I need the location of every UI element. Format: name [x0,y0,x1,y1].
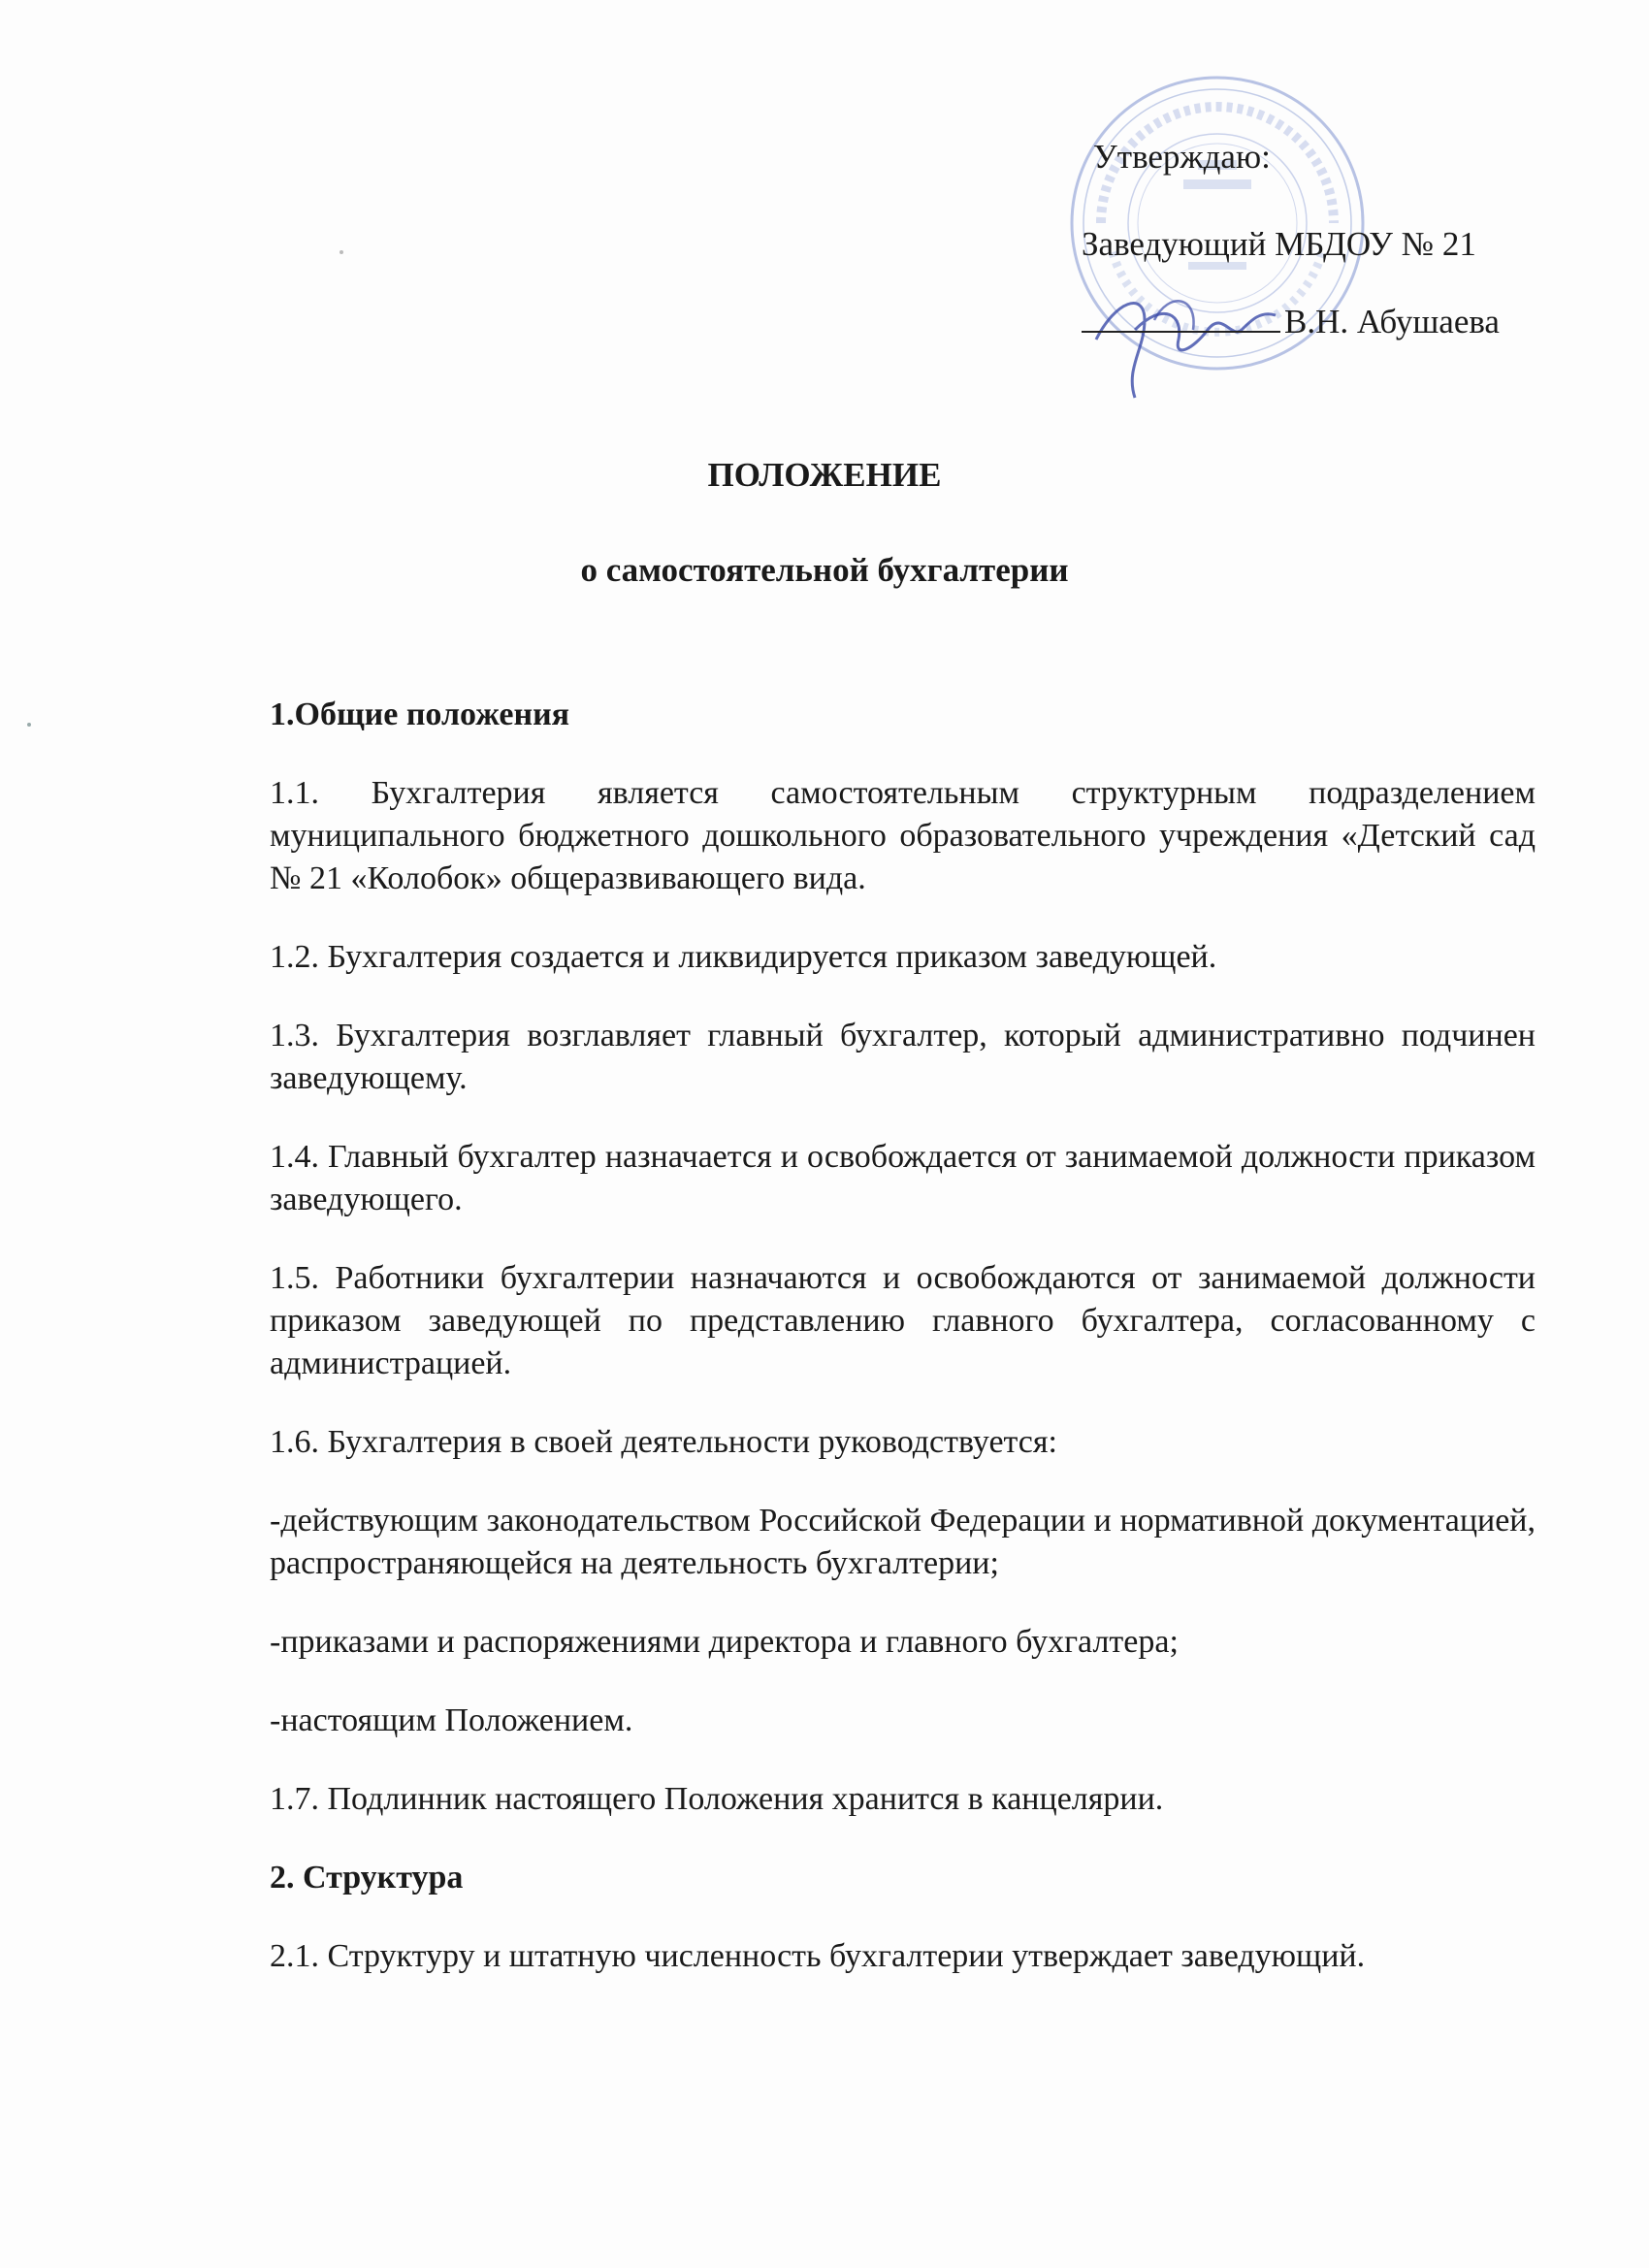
paragraph-1-6-b: -приказами и распоряжениями директора и главного бухгалтера; [270,1624,1179,1660]
paragraph-1-1: 1.1. Бухгалтерия является самостоятельным структурным подразделением муниципального бюджетного дошкольного образовательного учреждения «Детский сад № 21 «Колобок» общеразвивающего вида. [270,775,1536,896]
scan-speck [27,723,31,727]
paragraph-1-2: 1.2. Бухгалтерия создается и ликвидируется приказом заведующей. [270,939,1217,975]
paragraph-1-7: 1.7. Подлинник настоящего Положения хранится в канцелярии. [270,1781,1164,1817]
approver-name: В.Н. Абушаева [1284,303,1500,340]
document-subtitle: о самостоятельной бухгалтерии [580,551,1069,589]
paragraph-1-6-c: -настоящим Положением. [270,1702,633,1738]
paragraph-2-1: 2.1. Структуру и штатную численность бухгалтерии утверждает заведующий. [270,1938,1366,1974]
document-body [270,694,1536,2014]
approver-signature-line [1082,301,1500,343]
paragraph-1-3: 1.3. Бухгалтерия возглавляет главный бухгалтер, который административно подчинен заведующему. [270,1018,1536,1096]
signature-underline [1082,302,1280,333]
paragraph-1-5: 1.5. Работники бухгалтерии назначаются и освобождаются от занимаемой должности приказом заведующей по представлению главного бухгалтера, согласованному с администрацией. [270,1260,1536,1381]
paragraph-1-6-a: -действующим законодательством Российской Федерации и нормативной документацией, распространяющейся на деятельность бухгалтерии; [270,1503,1536,1581]
approver-position: Заведующий МБДОУ № 21 [1082,225,1476,263]
approval-label: Утверждаю: [1093,138,1271,176]
paragraph-1-6: 1.6. Бухгалтерия в своей деятельности руководствуется: [270,1424,1057,1460]
section-1-heading: 1.Общие положения [270,697,570,732]
document-title: ПОЛОЖЕНИЕ [707,456,942,494]
paragraph-1-4: 1.4. Главный бухгалтер назначается и освобождается от занимаемой должности приказом заведующего. [270,1139,1536,1217]
scan-speck [340,250,343,254]
section-2-heading: 2. Структура [270,1860,464,1895]
